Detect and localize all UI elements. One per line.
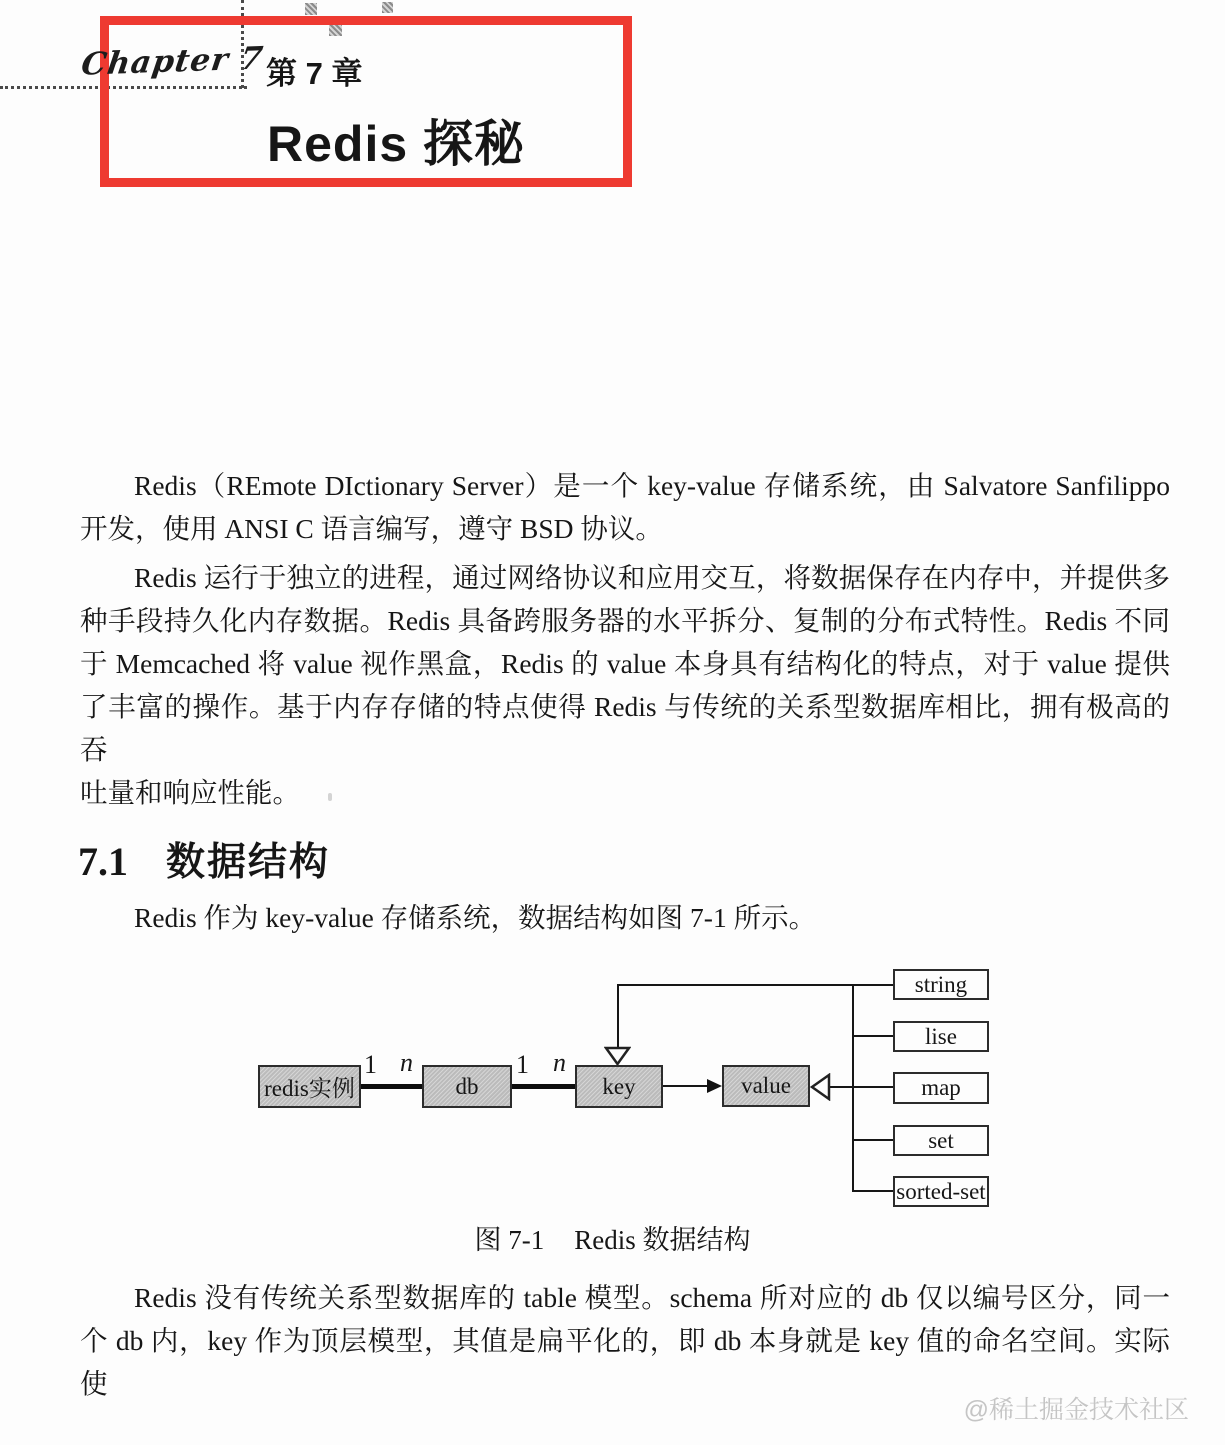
node-db: db <box>422 1065 512 1108</box>
node-value: value <box>722 1065 810 1107</box>
chapter-script-label: Chapter 7 <box>79 40 266 83</box>
connector-instance-db <box>358 1084 424 1089</box>
section-heading <box>78 831 330 887</box>
type-box-set: set <box>893 1125 989 1156</box>
paragraph-intro-1 <box>80 464 1170 550</box>
section-number: 7.1 <box>78 839 128 884</box>
connector-stub-set <box>852 1139 893 1141</box>
connector-db-key <box>510 1084 577 1089</box>
scan-artifact-dot <box>328 793 332 801</box>
paragraph-line: 开发，使用 ANSI C 语言编写，遵守 BSD 协议。 <box>80 513 663 544</box>
hollow-triangle-down-icon <box>604 1046 631 1066</box>
chapter-number: 第 7 章 <box>266 56 363 91</box>
paragraph-line: 于 Memcached 将 value 视作黑盒，Redis 的 value 本身具有结构化的特点，对于 value 提供 <box>80 648 1170 679</box>
scan-artifact-square <box>382 2 393 13</box>
multiplicity-label: 1 <box>364 1050 377 1079</box>
paragraph-line: 个 db 内，key 作为顶层模型，其值是扁平化的，即 db 本身就是 key 值的命名空间。实际使 <box>80 1325 1170 1399</box>
node-key: key <box>575 1065 663 1108</box>
figure-caption-text: Redis 数据结构 <box>574 1225 751 1255</box>
connector-spine <box>852 984 854 1192</box>
figure-caption-number: 图 7-1 <box>474 1225 545 1255</box>
paragraph-line: 了丰富的操作。基于内存存储的特点使得 Redis 与传统的关系型数据库相比，拥有极高的吞 <box>80 691 1170 765</box>
paragraph-figure-intro <box>80 896 1170 939</box>
hollow-triangle-left-icon <box>809 1073 831 1101</box>
paragraph-line: Redis（REmote DIctionary Server）是一个 key-value 存储系统，由 Salvatore Sanfilippo <box>134 470 1170 501</box>
paragraph-line: 吐量和响应性能。 <box>80 777 300 808</box>
connector-down-to-key <box>617 984 619 1047</box>
type-box-sorted-set: sorted-set <box>893 1176 989 1207</box>
connector-stub-lise <box>852 1035 893 1037</box>
paragraph-table-model <box>80 1276 1170 1405</box>
figure-caption <box>0 1218 1225 1257</box>
paragraph-line: 种手段持久化内存数据。Redis 具备跨服务器的水平拆分、复制的分布式特性。Redis 不同 <box>80 605 1170 636</box>
paragraph-intro-2 <box>80 556 1170 814</box>
section-title: 数据结构 <box>166 841 331 884</box>
type-box-lise: lise <box>893 1021 989 1052</box>
type-box-map: map <box>893 1072 989 1104</box>
connector-key-value <box>662 1085 710 1087</box>
arrowhead-to-value-icon <box>707 1079 722 1093</box>
multiplicity-label: n <box>553 1048 566 1077</box>
paragraph-line: Redis 运行于独立的进程，通过网络协议和应用交互，将数据保存在内存中，并提供多 <box>134 562 1170 593</box>
multiplicity-label: 1 <box>516 1050 529 1079</box>
chapter-title: Redis 探秘 <box>267 116 526 172</box>
connector-stub-sorted-set <box>852 1190 893 1192</box>
paragraph-line: Redis 作为 key-value 存储系统，数据结构如图 7-1 所示。 <box>134 902 817 933</box>
node-redis-instance: redis实例 <box>258 1065 361 1108</box>
watermark: @稀土掘金技术社区 <box>963 1396 1189 1424</box>
multiplicity-label: n <box>400 1048 413 1077</box>
scan-artifact-square <box>305 3 317 15</box>
type-box-string: string <box>893 969 989 1000</box>
paragraph-line: Redis 没有传统关系型数据库的 table 模型。schema 所对应的 db 仅以编号区分，同一 <box>134 1282 1170 1313</box>
connector-stub-map-value <box>830 1086 893 1088</box>
